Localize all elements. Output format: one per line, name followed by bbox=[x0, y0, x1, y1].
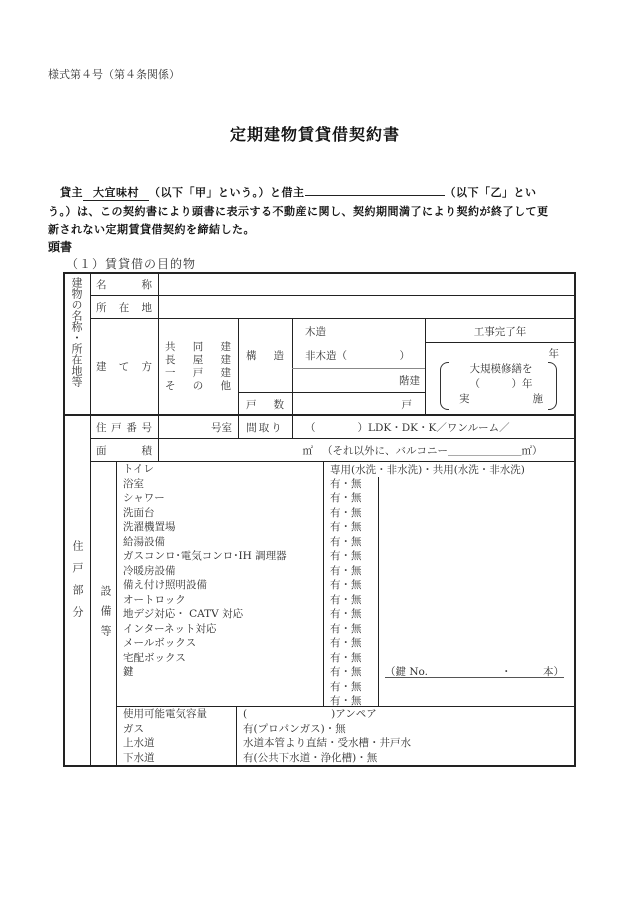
bracket-right-icon bbox=[548, 362, 557, 410]
intro-line-2: う。）は、この契約書により頭書に表示する不動産に関し、契約期間満了により契約が終了して更 bbox=[48, 205, 549, 218]
intro-line-1 bbox=[48, 184, 588, 201]
lessee-name-field[interactable] bbox=[305, 195, 445, 196]
equipment-item: 洗濯機置場 bbox=[123, 521, 176, 533]
char: 建 bbox=[220, 367, 231, 379]
build-type-label bbox=[96, 359, 152, 374]
toilet-option-field[interactable]: 専用(水洗・非水洗)・共用(水洗・非水洗) bbox=[330, 464, 525, 476]
char: そ bbox=[165, 380, 176, 392]
renovation-line-1: 大規模修繕を bbox=[469, 363, 533, 375]
unit-number-field[interactable]: 号室 bbox=[211, 422, 232, 434]
build-type-label-char: 建 bbox=[96, 361, 107, 373]
units-field[interactable]: 戸 bbox=[401, 399, 412, 411]
equipment-item: 洗面台 bbox=[123, 506, 155, 519]
renovation-year-field[interactable]: （ ）年 bbox=[469, 378, 533, 390]
renovation-line-3 bbox=[459, 391, 543, 406]
divider bbox=[236, 706, 237, 766]
floors-field[interactable]: 階建 bbox=[399, 375, 420, 387]
lessor-suffix: （以下「甲」という。）と借主 bbox=[149, 186, 305, 199]
section-heading: 頭書 bbox=[48, 240, 73, 254]
char: 戸 bbox=[246, 399, 257, 411]
char: 建 bbox=[220, 341, 231, 353]
name-label bbox=[96, 277, 152, 292]
char: 一 bbox=[165, 367, 176, 379]
availability-option[interactable]: 有・無 bbox=[330, 680, 362, 693]
address-label-char: 在 bbox=[118, 302, 130, 314]
table-border-bottom bbox=[63, 765, 576, 767]
area-label bbox=[96, 443, 152, 458]
equipment-item: 鍵 bbox=[123, 666, 134, 678]
utility-label: 使用可能電気容量 bbox=[123, 708, 207, 720]
availability-option[interactable]: 有・無 bbox=[330, 695, 362, 707]
char: 共 bbox=[165, 341, 176, 353]
address-label bbox=[96, 300, 152, 315]
units-label bbox=[246, 397, 284, 412]
char: 構 bbox=[246, 350, 257, 362]
table-border-top bbox=[63, 272, 576, 274]
utility-label: 下水道 bbox=[123, 751, 155, 764]
equipment-list bbox=[123, 462, 287, 680]
name-label-char: 名 bbox=[96, 279, 107, 291]
divider bbox=[323, 461, 324, 706]
char: 実 bbox=[459, 393, 470, 405]
name-value-field[interactable] bbox=[162, 277, 570, 293]
divider bbox=[238, 318, 239, 415]
availability-option[interactable]: 有・無 bbox=[330, 477, 362, 490]
equipment-item: シャワー bbox=[123, 492, 165, 504]
area-field[interactable]: ㎡ bbox=[302, 445, 313, 457]
availability-option[interactable]: 有・無 bbox=[330, 622, 362, 635]
key-note-separator: ・ bbox=[501, 666, 512, 678]
availability-option[interactable]: 有・無 bbox=[330, 550, 362, 562]
layout-field[interactable]: （ ）LDK・DK・K／ワンルーム／ bbox=[305, 422, 510, 434]
char: 長 bbox=[165, 354, 176, 366]
equipment-item: 備え付け照明設備 bbox=[123, 579, 207, 591]
build-type-label-char: 方 bbox=[141, 361, 152, 373]
availability-option[interactable]: 有・無 bbox=[330, 506, 362, 519]
char: 号 bbox=[141, 422, 152, 434]
divider bbox=[63, 414, 575, 416]
utility-labels bbox=[123, 707, 207, 765]
availability-option[interactable]: 有・無 bbox=[330, 492, 362, 504]
divider bbox=[90, 318, 575, 319]
key-note-prefix: （鍵 No. bbox=[385, 666, 428, 678]
char: 同 bbox=[192, 341, 204, 353]
bracket-left-icon bbox=[440, 362, 449, 410]
divider bbox=[238, 392, 425, 393]
availability-option[interactable]: 有・無 bbox=[330, 593, 362, 606]
structure-option-wood[interactable]: 木造 bbox=[305, 326, 326, 338]
document-title: 定期建物賃貸借契約書 bbox=[229, 125, 400, 144]
equipment-item: ガスコンロ･電気コンロ･IH 調理器 bbox=[123, 550, 287, 562]
char: 面 bbox=[96, 445, 107, 457]
intro-line-3: 新されない定期賃貸借契約を締結した。 bbox=[48, 223, 255, 236]
structure-label bbox=[246, 348, 284, 363]
layout-label: 間取り bbox=[246, 422, 284, 434]
char: 建 bbox=[220, 354, 231, 366]
lessor-name-field[interactable]: 大宜味村 bbox=[83, 184, 149, 201]
availability-option[interactable]: 有・無 bbox=[330, 608, 362, 620]
divider bbox=[158, 272, 159, 415]
divider bbox=[116, 461, 117, 766]
equipment-item: メールボックス bbox=[123, 637, 197, 649]
section-subheading: （１）賃貸借の目的物 bbox=[66, 257, 197, 271]
equipment-item: 宅配ボックス bbox=[123, 651, 186, 664]
availability-option[interactable]: 有・無 bbox=[330, 637, 362, 649]
equipment-item: 給湯設備 bbox=[123, 535, 165, 548]
char: 屋 bbox=[192, 354, 204, 366]
unit-group-label: 住戸部分 bbox=[71, 540, 84, 628]
build-type-option-other[interactable] bbox=[165, 378, 231, 393]
divider bbox=[292, 415, 293, 438]
divider bbox=[425, 342, 575, 343]
utility-value[interactable]: 水道本管より直結・受水槽・井戸水 bbox=[243, 737, 411, 749]
name-label-char: 称 bbox=[141, 279, 152, 291]
equipment-item: オートロック bbox=[123, 593, 186, 606]
utility-value[interactable]: ( )アンペア bbox=[243, 708, 377, 720]
equipment-item: 地デジ対応・ CATV 対応 bbox=[123, 608, 244, 620]
char: 番 bbox=[126, 422, 137, 434]
form-number: 様式第４号（第４条関係） bbox=[48, 68, 180, 81]
divider bbox=[292, 368, 425, 369]
equipment-item: 冷暖房設備 bbox=[123, 564, 176, 577]
availability-option[interactable]: 有・無 bbox=[330, 521, 362, 533]
utility-value[interactable]: 有(公共下水道・浄化槽)・無 bbox=[243, 751, 378, 764]
availability-option[interactable]: 有・無 bbox=[330, 666, 362, 678]
lessor-label: 貸主 bbox=[60, 186, 83, 199]
availability-option[interactable]: 有・無 bbox=[330, 564, 362, 577]
char: の bbox=[192, 380, 204, 392]
unit-number-label bbox=[96, 420, 152, 435]
address-value-field[interactable] bbox=[162, 300, 570, 316]
equipment-item: インターネット対応 bbox=[123, 622, 217, 635]
table-border-right bbox=[574, 272, 576, 767]
utility-label: ガス bbox=[123, 722, 144, 735]
char: 施 bbox=[532, 393, 543, 405]
divider bbox=[90, 438, 575, 439]
char: 積 bbox=[141, 445, 152, 457]
address-label-char: 所 bbox=[96, 302, 107, 314]
char: 他 bbox=[220, 380, 231, 392]
build-type-label-char: て bbox=[118, 361, 130, 373]
availability-option[interactable]: 有・無 bbox=[330, 535, 362, 548]
availability-option[interactable]: 有・無 bbox=[330, 651, 362, 664]
building-group-label: 建物の名称・所在地等 bbox=[70, 277, 83, 387]
availability-list bbox=[330, 477, 362, 709]
balcony-area-field[interactable]: （それ以外に、バルコニー＿＿＿＿＿＿＿㎡） bbox=[322, 445, 543, 457]
utility-value[interactable]: 有(プロパンガス)・無 bbox=[243, 722, 346, 735]
char: 造 bbox=[273, 350, 284, 362]
key-number-field[interactable] bbox=[385, 664, 564, 678]
divider bbox=[378, 477, 379, 706]
divider bbox=[90, 295, 575, 296]
address-label-char: 地 bbox=[141, 302, 152, 314]
char: 戸 bbox=[111, 422, 122, 434]
char: 住 bbox=[96, 422, 107, 434]
structure-option-nonwood[interactable]: 非木造（ ） bbox=[305, 350, 410, 362]
completion-year-field[interactable]: 年 bbox=[548, 348, 559, 360]
utility-values bbox=[243, 707, 411, 765]
equipment-group-label: 設備等 bbox=[99, 585, 112, 645]
completion-label: 工事完了年 bbox=[473, 326, 527, 338]
utility-label: 上水道 bbox=[123, 737, 155, 749]
lessee-suffix: （以下「乙」とい bbox=[444, 186, 537, 199]
char: 数 bbox=[273, 399, 284, 411]
table-border-left bbox=[63, 272, 65, 767]
availability-option[interactable]: 有・無 bbox=[330, 579, 362, 591]
divider bbox=[90, 272, 91, 766]
equipment-item: 浴室 bbox=[123, 477, 144, 490]
char: 戸 bbox=[192, 367, 204, 379]
equipment-item: トイレ bbox=[123, 463, 154, 475]
key-note-suffix: 本） bbox=[543, 666, 564, 678]
